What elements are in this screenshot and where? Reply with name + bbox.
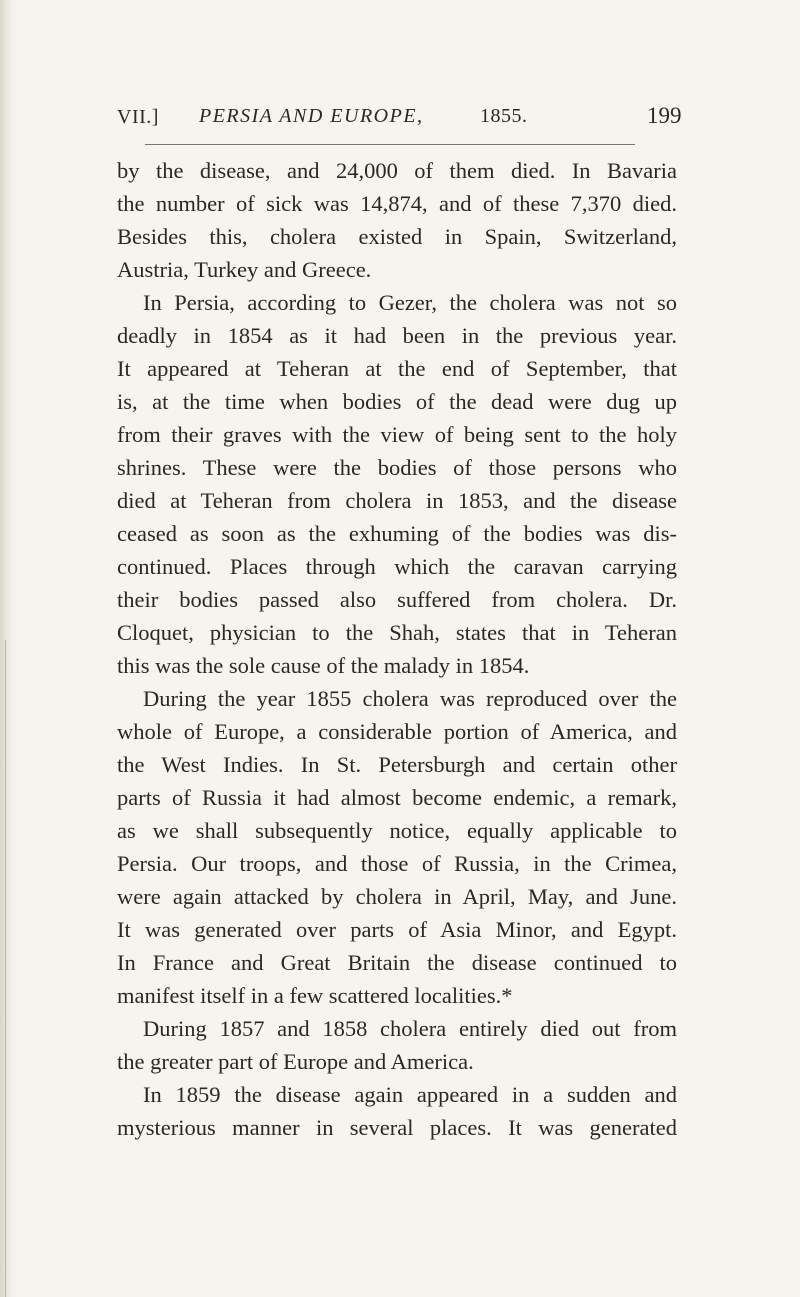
text-line: were again attacked by cholera in April, May, and June.: [117, 884, 677, 909]
text-line: the West Indies. In St. Petersburgh and certain other: [117, 752, 677, 777]
text-line: In France and Great Britain the disease continued to: [117, 950, 677, 975]
text-line: mysterious manner in several places. It was generated: [117, 1115, 677, 1140]
text-line: Cloquet, physician to the Shah, states that in Teheran: [117, 620, 677, 645]
running-head: [117, 0, 717, 150]
text-line: by the disease, and 24,000 of them died. In Bavaria: [117, 158, 677, 183]
text-line: Austria, Turkey and Greece.: [117, 257, 372, 282]
text-line: their bodies passed also suffered from cholera. Dr.: [117, 587, 677, 612]
text-line: During 1857 and 1858 cholera entirely died out from: [143, 1016, 677, 1041]
text-line: Persia. Our troops, and those of Russia, in the Crimea,: [117, 851, 677, 876]
binding-shadow: [0, 0, 14, 1297]
text-line: the number of sick was 14,874, and of these 7,370 died.: [117, 191, 677, 216]
running-title: PERSIA AND EUROPE,: [199, 105, 424, 127]
text-line: this was the sole cause of the malady in 1854.: [117, 653, 530, 678]
binding-edge-line: [5, 640, 6, 1297]
text-line: the greater part of Europe and America.: [117, 1049, 474, 1074]
text-line: ceased as soon as the exhuming of the bodies was dis-: [117, 521, 677, 546]
running-year: 1855.: [480, 105, 528, 127]
text-line: In Persia, according to Gezer, the cholera was not so: [143, 290, 677, 315]
book-page: [117, 0, 717, 1140]
header-rule: [145, 144, 635, 145]
text-line: manifest itself in a few scattered localities.*: [117, 983, 513, 1008]
text-line: Besides this, cholera existed in Spain, Switzerland,: [117, 224, 677, 249]
text-line: It was generated over parts of Asia Minor, and Egypt.: [117, 917, 677, 942]
text-line: continued. Places through which the caravan carrying: [117, 554, 677, 579]
text-line: shrines. These were the bodies of those persons who: [117, 455, 677, 480]
text-line: as we shall subsequently notice, equally applicable to: [117, 818, 677, 843]
text-line: parts of Russia it had almost become endemic, a remark,: [117, 785, 677, 810]
text-line: from their graves with the view of being sent to the holy: [117, 422, 677, 447]
body-text: [117, 154, 677, 1144]
text-line: died at Teheran from cholera in 1853, and the disease: [117, 488, 677, 513]
text-line: During the year 1855 cholera was reproduced over the: [143, 686, 677, 711]
text-line: It appeared at Teheran at the end of September, that: [117, 356, 677, 381]
text-line: In 1859 the disease again appeared in a sudden and: [143, 1082, 677, 1107]
chapter-marker: VII.]: [117, 106, 159, 128]
page-number: 199: [647, 103, 682, 128]
text-line: is, at the time when bodies of the dead were dug up: [117, 389, 677, 414]
text-line: whole of Europe, a considerable portion of America, and: [117, 719, 677, 744]
text-line: deadly in 1854 as it had been in the previous year.: [117, 323, 677, 348]
